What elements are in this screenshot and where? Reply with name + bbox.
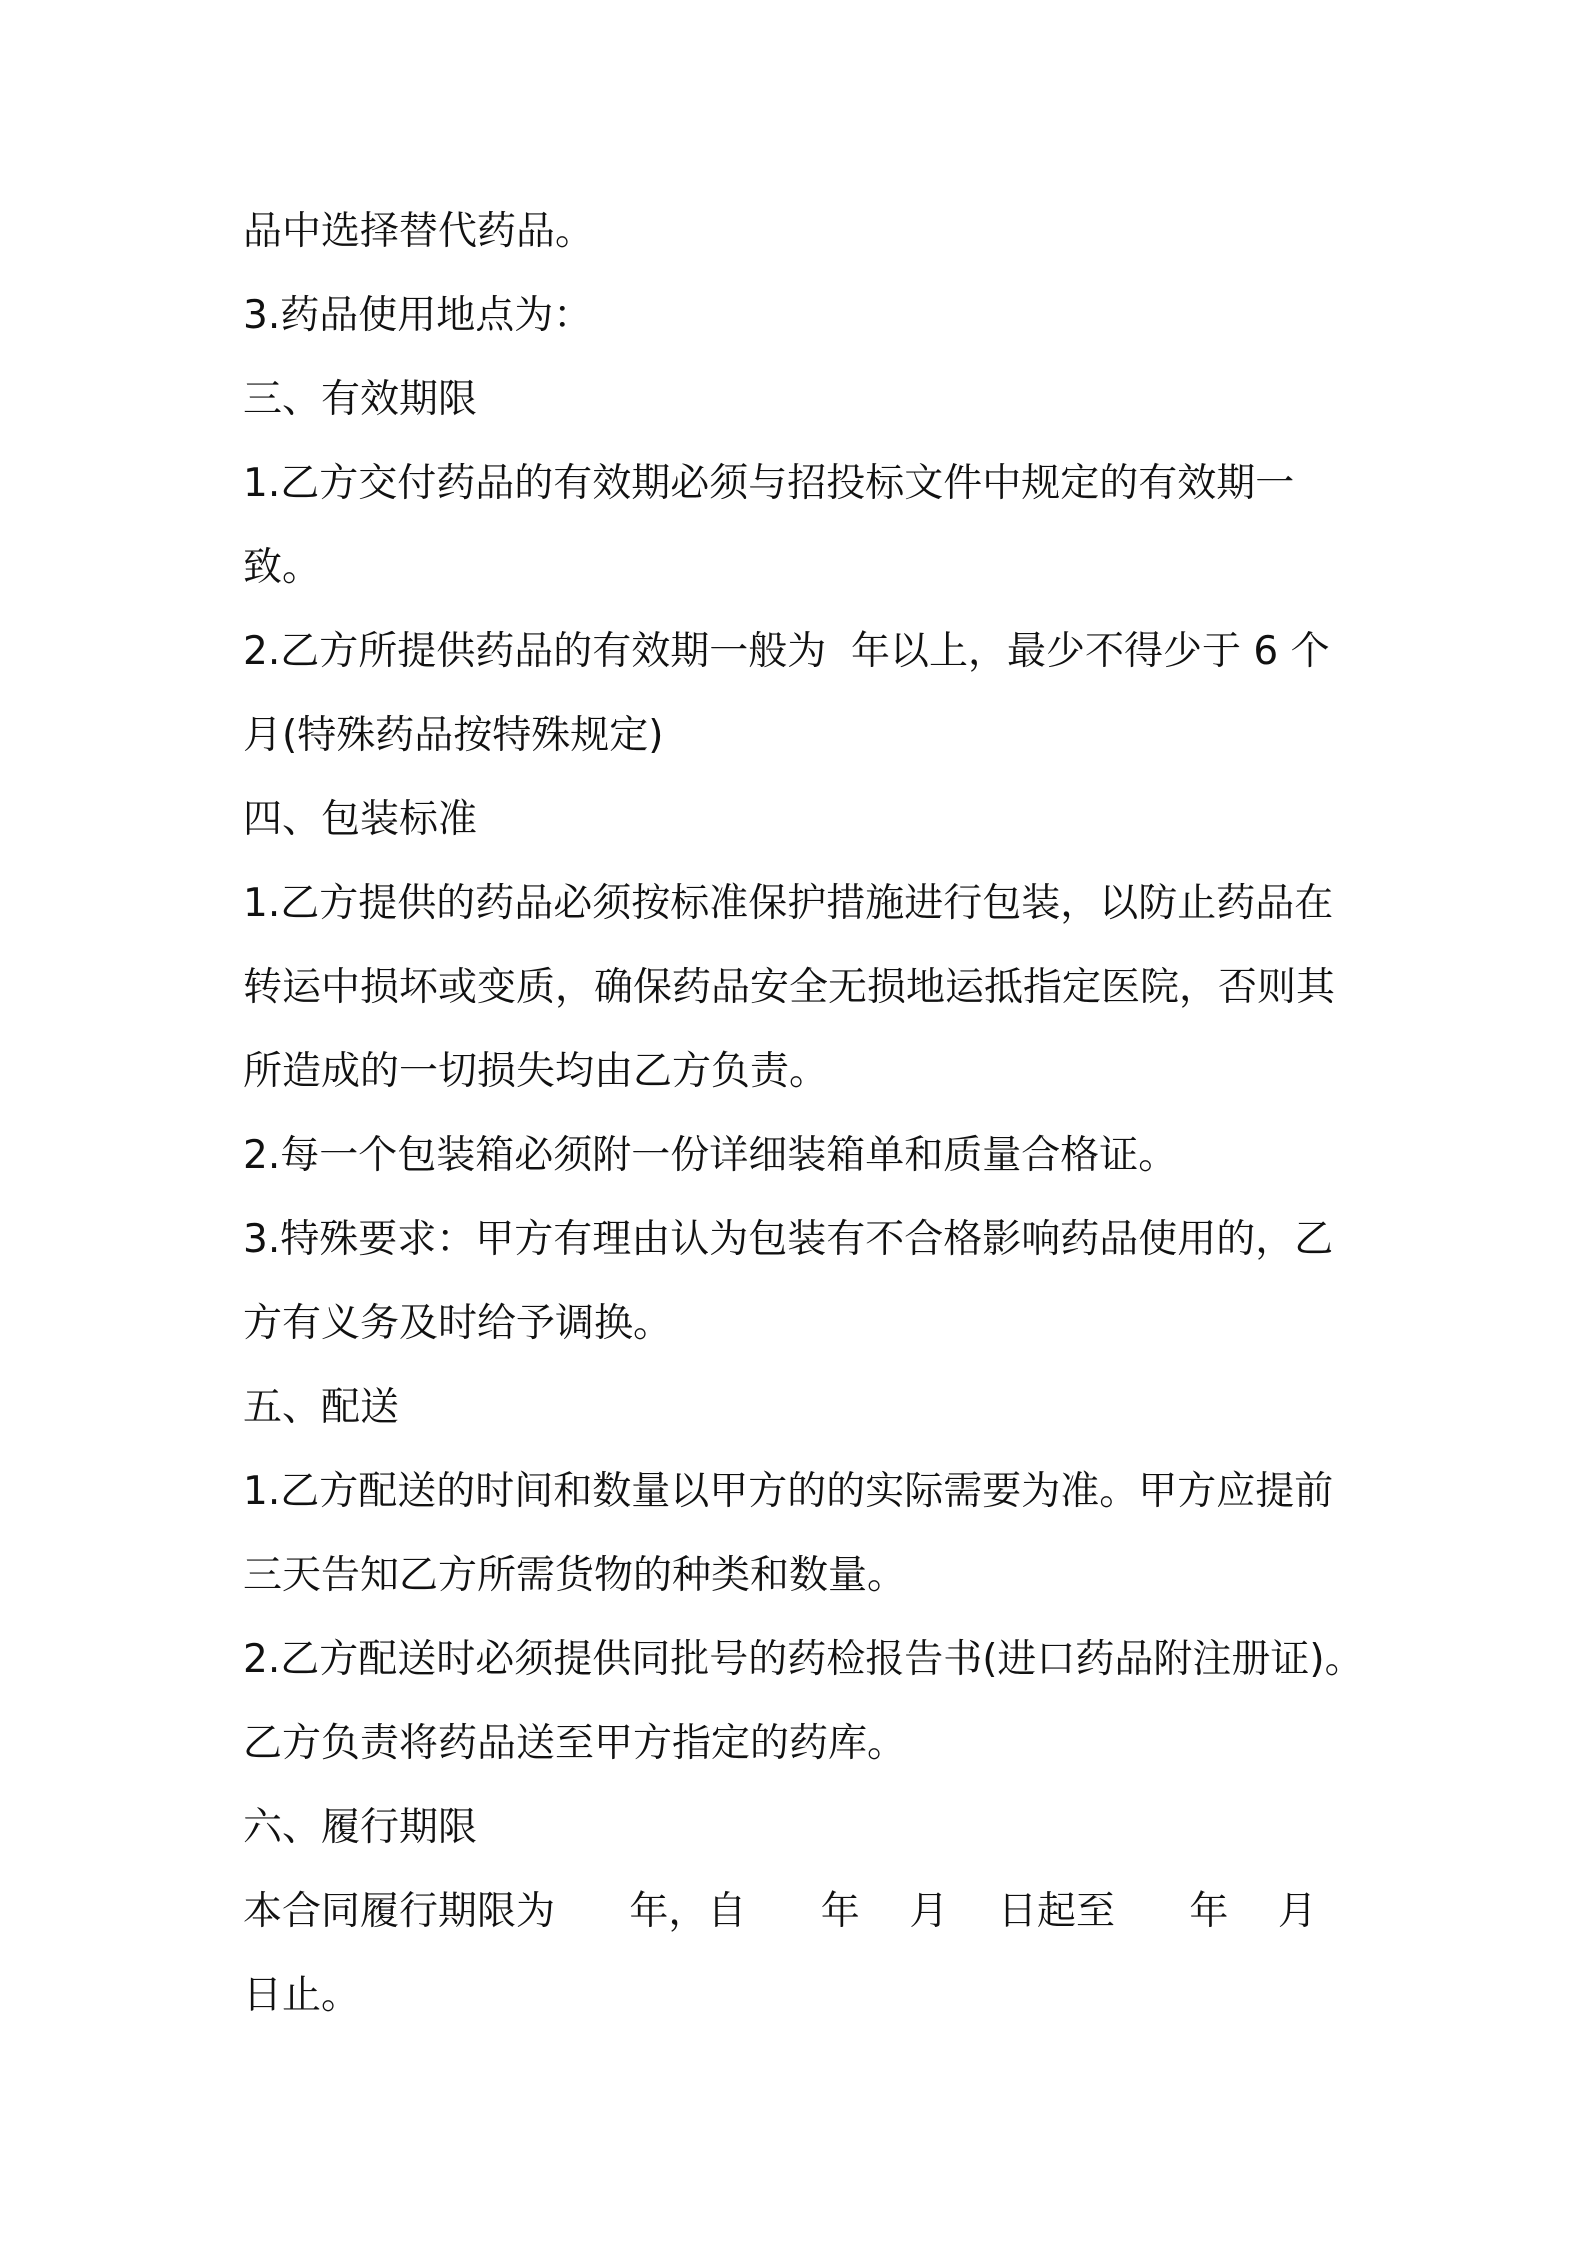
- section-heading: 三、有效期限: [243, 377, 478, 422]
- text-line: 致。: [243, 545, 322, 590]
- section-heading: 六、履行期限: [243, 1805, 478, 1850]
- text-line: 1.乙方提供的药品必须按标准保护措施进行包装，以防止药品在: [243, 881, 1334, 926]
- text-line: 3.药品使用地点为：: [243, 293, 593, 338]
- text-line: 品中选择替代药品。: [243, 209, 595, 254]
- section-heading: 四、包装标准: [243, 797, 478, 842]
- text-line: 所造成的一切损失均由乙方负责。: [243, 1049, 829, 1094]
- text-line: 本合同履行期限为 年，自 年 月 日起至 年 月: [243, 1889, 1317, 1934]
- text-line: 2.每一个包装箱必须附一份详细装箱单和质量合格证。: [243, 1133, 1178, 1178]
- text-line: 月(特殊药品按特殊规定): [243, 713, 664, 758]
- text-line: 方有义务及时给予调换。: [243, 1301, 673, 1346]
- section-heading: 五、配送: [243, 1385, 400, 1430]
- text-line: 转运中损坏或变质，确保药品安全无损地运抵指定医院，否则其: [243, 965, 1336, 1010]
- document-body: [243, 190, 1383, 2038]
- text-line: 1.乙方配送的时间和数量以甲方的的实际需要为准。甲方应提前: [243, 1469, 1334, 1514]
- text-line: 1.乙方交付药品的有效期必须与招投标文件中规定的有效期一: [243, 461, 1295, 506]
- text-line: 2.乙方所提供药品的有效期一般为 年以上，最少不得少于 6 个: [243, 629, 1330, 674]
- text-line: 乙方负责将药品送至甲方指定的药库。: [243, 1721, 907, 1766]
- text-line: 三天告知乙方所需货物的种类和数量。: [243, 1553, 907, 1598]
- text-line: 2.乙方配送时必须提供同批号的药检报告书(进口药品附注册证)。: [243, 1637, 1364, 1682]
- text-line: 日止。: [243, 1973, 361, 2018]
- text-line: 3.特殊要求：甲方有理由认为包装有不合格影响药品使用的，乙: [243, 1217, 1334, 1262]
